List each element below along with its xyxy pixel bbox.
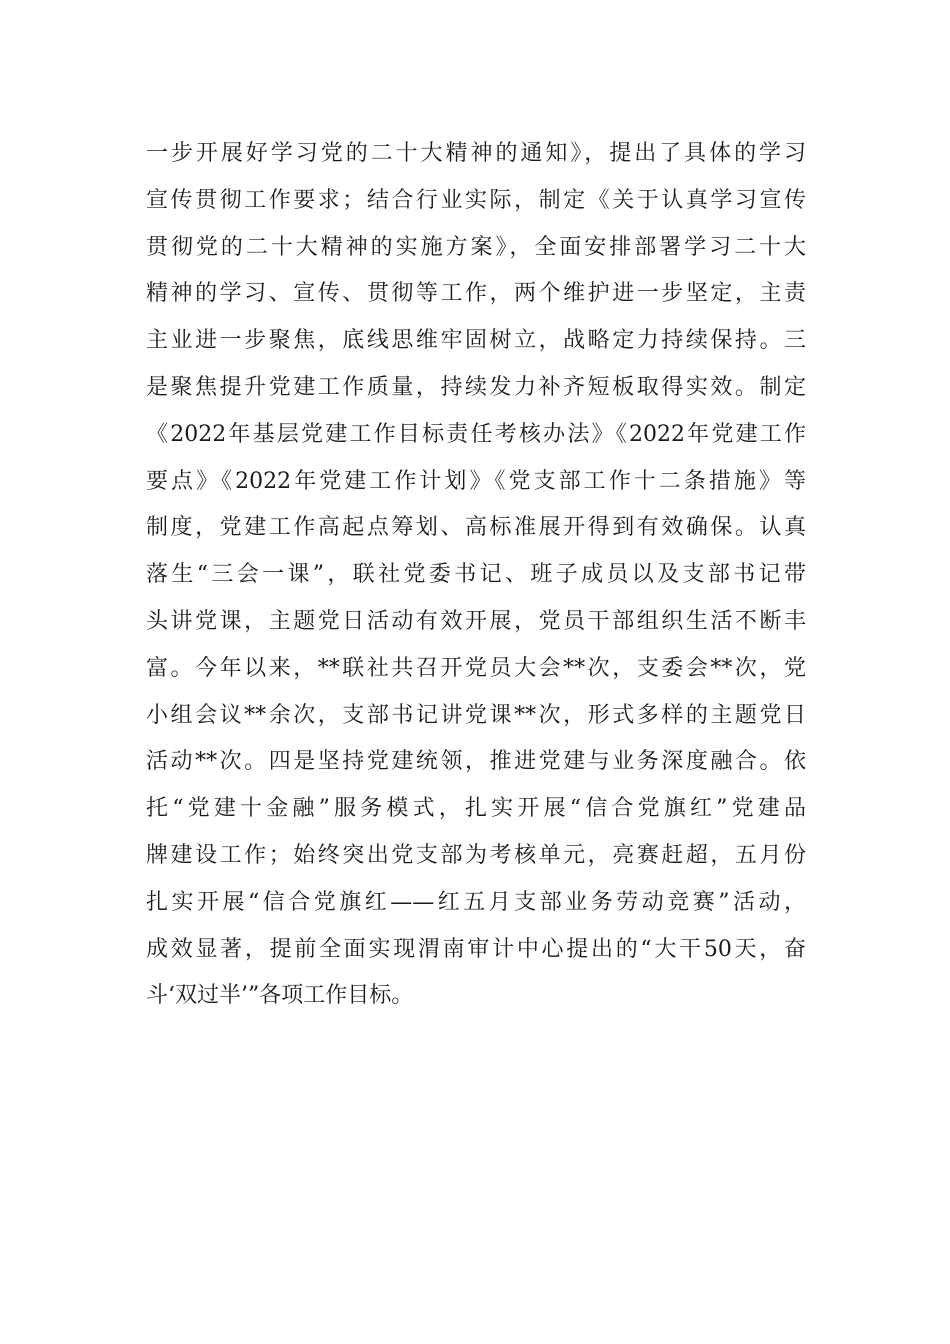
paragraph-line: 小组会议**余次，支部书记讲党课**次，形式多样的主题党日 [146,702,806,728]
body-paragraph [146,131,806,1020]
paragraph-line-last: 斗‘双过半’”各项工作目标。 [146,983,414,1009]
paragraph-line: 制度，党建工作高起点筹划、高标准展开得到有效确保。认真 [146,515,806,541]
paragraph-line: 活动**次。四是坚持党建统领，推进党建与业务深度融合。依 [146,749,806,775]
paragraph-line: 头讲党课，主题党日活动有效开展，党员干部组织生活不断丰 [146,608,806,634]
paragraph-line: 一步开展好学习党的二十大精神的通知》，提出了具体的学习 [146,141,806,166]
paragraph-line: 扎实开展“信合党旗红——红五月支部业务劳动竞赛”活动， [146,889,806,915]
paragraph-line: 落生“三会一课”，联社党委书记、班子成员以及支部书记带 [146,562,806,588]
paragraph-line: 主业进一步聚焦，底线思维牢固树立，战略定力持续保持。三 [146,328,806,354]
paragraph-line: 宣传贯彻工作要求；结合行业实际，制定《关于认真学习宣传 [146,187,806,213]
paragraph-line: 贯彻党的二十大精神的实施方案》，全面安排部署学习二十大 [146,234,806,260]
paragraph-line: 托“党建十金融”服务模式，扎实开展“信合党旗红”党建品 [146,796,806,822]
paragraph-line: 精神的学习、宣传、贯彻等工作，两个维护进一步坚定，主责 [146,281,806,307]
paragraph-line: 《2022年基层党建工作目标责任考核办法》《2022年党建工作 [146,421,806,447]
paragraph-line: 富。今年以来，**联社共召开党员大会**次，支委会**次，党 [146,655,806,681]
paragraph-line: 成效显著，提前全面实现渭南审计中心提出的“大干50天，奋 [146,936,806,962]
paragraph-line: 是聚焦提升党建工作质量，持续发力补齐短板取得实效。制定 [146,374,806,400]
paragraph-line: 要点》《2022年党建工作计划》《党支部工作十二条措施》等 [146,468,806,494]
paragraph-line: 牌建设工作；始终突出党支部为考核单元，亮赛赶超，五月份 [146,842,806,868]
